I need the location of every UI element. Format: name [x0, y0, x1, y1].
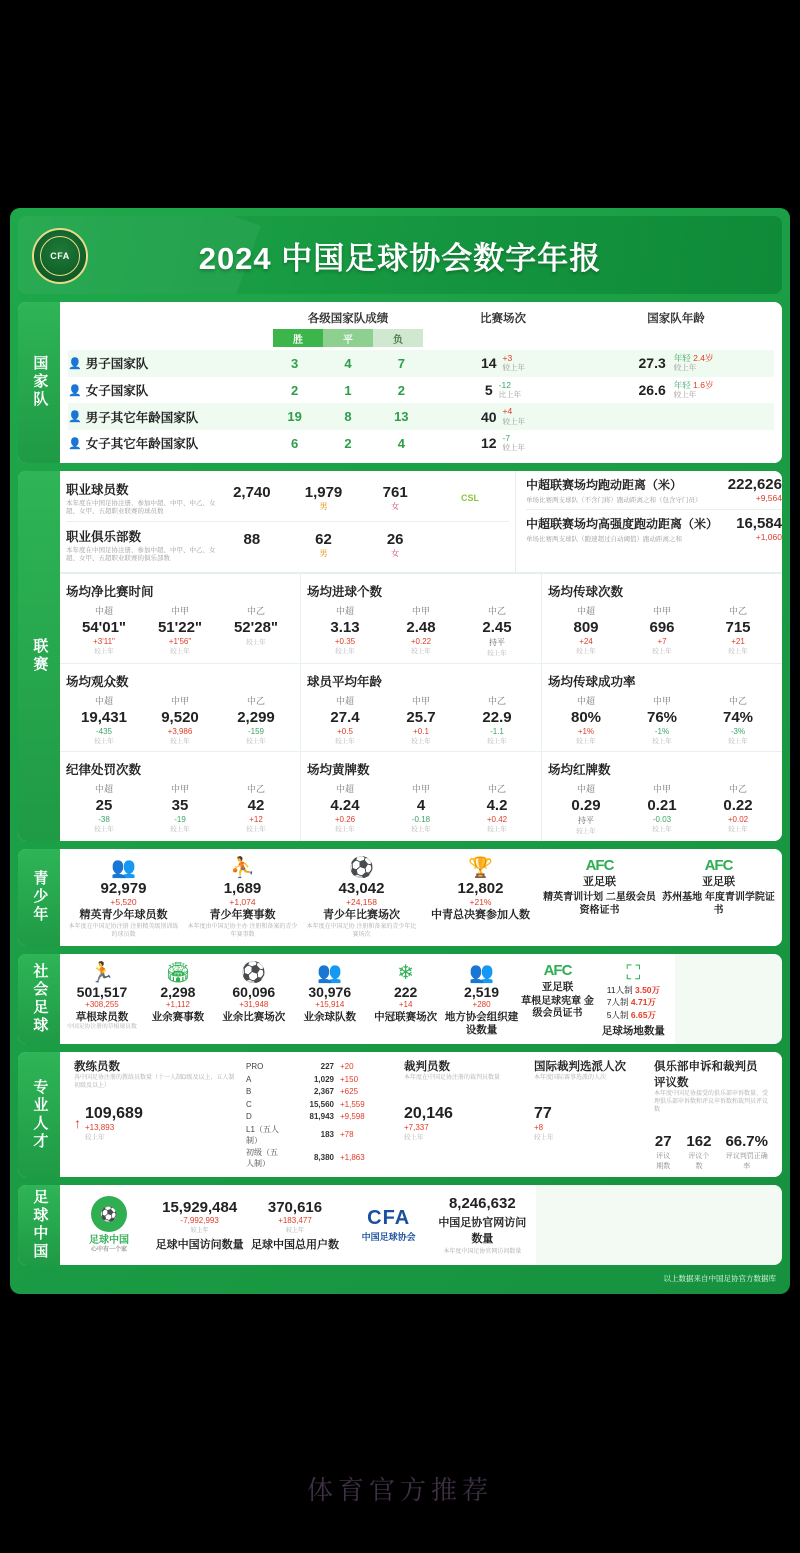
high-intensity-title: 中超联赛场均高强度跑动距离（米）: [526, 516, 719, 531]
cfa-badge-text: CFA: [50, 251, 70, 261]
section-label-professionals: 专业人才: [18, 1052, 60, 1177]
league-metrics-row-2: [60, 663, 782, 751]
page-title: 2024 中国足球协会数字年报: [198, 240, 602, 276]
metric-block: 场均传球次数 中超 809 +24 较上年 中甲 696 +7 较上年 中乙 715 +21 较上年: [541, 574, 782, 663]
metric-block: 纪律处罚次数 中超 25 -38 较上年 中甲 35 -19 较上年 中乙 42 +12 较上年: [66, 763, 266, 834]
cfa-site-visits: 8,246,632 中国足协官网访问数量 本年度中国足协官网访问数量: [438, 1195, 527, 1256]
section-youth: [18, 849, 782, 945]
youth-stat-players: 👥 92,979 +5,520 精英青少年球员数 本年度在中国足协注册 注册精英级别训练的球员数: [64, 855, 183, 941]
metric-block: 场均净比赛时间 中超 54'01" +3'11" 较上年 中甲 51'22" +1'56" 较上年 中乙 52'28" 较上年: [66, 585, 279, 656]
intl-referees-block: 国际裁判选派人次 本年度国际赛事选派的人次 77 +8 较上年: [534, 1061, 626, 1142]
cfa-logo: CFA 中国足球协会: [361, 1207, 416, 1243]
pro-clubs-desc: 本年度在中国足协注册、参加中超、中甲、中乙、女超、女甲、五超职业联赛的俱乐部数: [66, 547, 216, 563]
watermark: 体育官方推荐: [306, 1476, 493, 1505]
people-icon: 👥: [469, 961, 495, 984]
social-stat-amateur-events: 🏟 2,298 +1,112 业余赛事数: [140, 960, 216, 1041]
team-icon: 👥: [317, 961, 343, 984]
table-row: PRO 227 +20: [246, 1062, 354, 1072]
pro-players-title: 职业球员数: [66, 482, 129, 497]
col-title-age: 国家队年龄: [647, 313, 705, 325]
metric-block: 球员平均年龄 中超 27.4 +0.5 较上年 中甲 25.7 +0.1 较上年 中乙 22.9 -1.1 较上年: [300, 664, 541, 751]
wdl-legend: 胜 平 负: [273, 329, 423, 347]
social-stat-amateur-teams: 👥 30,976 +15,914 业余球队数: [292, 960, 368, 1041]
football-china-logo: ⚽ 足球中国 心中有一个家: [66, 1196, 152, 1255]
pro-clubs-title: 职业俱乐部数: [66, 530, 142, 544]
social-stat-champions-league: ❄ 222 +14 中冠联赛场次: [368, 960, 444, 1041]
section-professionals: 专业人才 教练员数 各中国足协注册的教练员数量（十一人制D级及以上，五人制初级及以上） ↑ 109,689 +13,893 较上年 PRO 227 +20 A 1,029 +150 B 2,367 +625 C 15,560 +1,559 D 81,943 +9,598 L1（五人制） 183 +78 初级（五人制） 8,380 +1,863 裁判员数 本年度在中国足协注册的裁判员数量 20,146 +7,337 较上年 国际裁判选派人次 本年度国际赛事选派的人次 77 +8 较上年 俱乐部申诉和裁判员评议数 本年度中国足协接受的俱乐部申诉数量、受理俱乐部申诉数和评议申诉数和裁判员评议数 27 评议期数 162 评议个数 66.7% 评议判罚正确率: [18, 1052, 782, 1177]
metric-block: 场均传球成功率 中超 80% +1% 较上年 中甲 76% -1% 较上年 中乙 74% -3% 较上年: [541, 664, 782, 751]
coach-license-table: [244, 1060, 388, 1171]
col-title-results: 各级国家队成绩: [307, 313, 389, 325]
cfa-logo-badge: [32, 228, 88, 284]
person-icon: 👤: [68, 411, 82, 424]
table-row: C 15,560 +1,559: [246, 1099, 365, 1109]
table-row: L1（五人制） 183 +78: [246, 1124, 354, 1145]
social-afc-grassroots: AFC 亚足联 草根足球宪章 金级会员证书: [521, 961, 594, 1020]
league-metrics-row-1: [60, 573, 782, 663]
social-stat-grassroots-players: 🏃 501,517 +308,255 草根球员数 中国足协注册的草根球员数: [64, 960, 140, 1041]
footer-note: 以上数据来自中国足协官方数据库: [663, 1274, 776, 1284]
metric-block: 场均黄牌数 中超 4.24 +0.26 较上年 中甲 4 -0.18 较上年 中乙 4.2 +0.42 较上年: [300, 752, 541, 841]
table-row: 👤 男子国家队 3 4 7 14 +3 较上年 27.3 年轻 2.4岁 较上年: [68, 350, 774, 377]
youth-events-icon: ⛹: [230, 857, 255, 880]
afc-icon: AFC: [585, 857, 614, 875]
up-arrow-icon: ↑: [74, 1114, 81, 1131]
section-football-china: [18, 1185, 782, 1265]
col-title-matches: 比赛场次: [480, 313, 526, 325]
youth-stat-matches: ⚽ 43,042 +24,158 青少年比赛场次 本年度在中国足协 注册和备案的青少年比赛场次: [302, 855, 421, 941]
social-stat-local-associations: 👥 2,519 +280 地方协会组织建设数量: [444, 961, 519, 1036]
metric-block: 场均观众数 中超 19,431 -435 较上年 中甲 9,520 +3,986 较上年 中乙 2,299 -159 较上年: [66, 675, 275, 746]
national-team-header-row: [68, 308, 774, 350]
annual-report-poster: [10, 208, 790, 1294]
pitch-icon: ⛶: [626, 961, 641, 984]
runner-icon: 🏃: [89, 961, 115, 984]
appeals-block: 俱乐部申诉和裁判员评议数 本年度中国足协接受的俱乐部申诉数量、受理俱乐部申诉数和评议申诉数和裁判员评议数 27 评议期数 162 评议个数 66.7% 评议判罚正确率: [654, 1061, 769, 1170]
csl-logo: CSL: [461, 492, 479, 503]
person-icon: 👤: [68, 437, 82, 450]
person-icon: 👤: [68, 384, 82, 397]
football-china-icon: ⚽: [91, 1196, 127, 1232]
section-label-football-china: 足球中国: [18, 1185, 60, 1265]
pro-players-desc: 本年度在中国足协注册、参加中超、中甲、中乙、女超、女甲、五超职业联赛的球员数: [66, 499, 216, 515]
table-row: B 2,367 +625: [246, 1087, 359, 1097]
section-label-social: 社会足球: [18, 954, 60, 1045]
social-stat-pitches: ⛶ 11人制 3.50万 7人制 4.71万 5人制 6.65万 足球场地数量: [595, 960, 671, 1041]
youth-players-icon: 👥: [111, 857, 136, 880]
football-china-visits: 15,929,484 -7,992,993 较上年 足球中国访问数量: [155, 1198, 244, 1251]
table-row: A 1,029 +150: [246, 1074, 359, 1084]
poster-header: [18, 216, 782, 294]
section-label-league: 联赛: [18, 471, 60, 842]
youth-stat-events: ⛹ 1,689 +1,074 青少年赛事数 本年度由中国足协主办 注册和备案的青少年赛事数: [183, 855, 302, 941]
table-row: 初级（五人制） 8,380 +1,863: [246, 1148, 365, 1168]
section-label-youth: 青少年: [18, 849, 60, 945]
football-china-users: 370,616 +183,477 较上年 足球中国总用户数: [250, 1198, 339, 1251]
metric-block: 场均进球个数 中超 3.13 +0.35 较上年 中甲 2.48 +0.22 较上年 中乙 2.45 持平 较上年: [300, 574, 541, 663]
run-distance-title: 中超联赛场均跑动距离（米）: [526, 477, 683, 492]
youth-stat-finals: 🏆 12,802 +21% 中青总决赛参加人数: [421, 855, 540, 941]
youth-afc-elite: AFC 亚足联 精英青训计划 二星级会员资格证书: [543, 857, 656, 916]
stadium-icon: 🏟: [165, 961, 191, 984]
pro-players-total: 2,740: [233, 483, 271, 501]
table-row: 👤 女子国家队 2 1 2 5 -12 比上年 26.6 年轻 1.6岁 较上年: [68, 379, 714, 400]
table-row: 👤 女子其它年龄国家队 6 2 4 12 -7 较上年: [68, 433, 526, 453]
pitch-breakdown: 11人制 3.50万 7人制 4.71万 5人制 6.65万: [606, 984, 661, 1021]
person-icon: 👤: [68, 357, 82, 370]
metric-block: 场均红牌数 中超 0.29 持平 较上年 中甲 0.21 -0.03 较上年 中乙 0.22 +0.02 较上年: [541, 752, 782, 841]
section-label-national-team: 国家队: [18, 302, 60, 463]
football-icon: ⚽: [349, 857, 374, 880]
table-row: D 81,943 +9,598: [246, 1112, 365, 1122]
league-metrics-row-3: [60, 751, 782, 841]
table-row: 👤 男子其它年龄国家队 19 8 13 40 +4 较上年: [68, 403, 774, 430]
youth-afc-academy: AFC 亚足联 苏州基地 年度青训学院证书: [662, 857, 775, 916]
referees-block: 裁判员数 本年度在中国足协注册的裁判员数量 20,146 +7,337 较上年: [404, 1061, 501, 1142]
trophy-icon: 🏆: [468, 857, 493, 880]
snowflake-icon: ❄: [397, 961, 415, 984]
afc-icon: AFC: [704, 857, 733, 875]
section-social-football: [18, 954, 782, 1045]
football-icon: ⚽: [241, 961, 267, 984]
social-stat-amateur-matches: ⚽ 60,096 +31,948 业余比赛场次: [216, 960, 292, 1041]
section-league: 联赛 职业球员数 本年度在中国足协注册、参加中超、中甲、中乙、女超、女甲、五超职业联赛的球员数 2,740 1,979 男 761 女 CSL 职业俱乐部数 本年度在中国足协注册、参加中超、中甲、中乙、女超、女甲、五超职业联赛的俱乐部数 88 62 男 26 女 中超联赛场均跑动距离（米） 单场比赛两支球队（不含门将）跑动距离之和（包含守门员） 222,626 +9,564 中超联赛场均高强度跑动距离（米） 单场比赛两支球队（跑速超过自动阈值）跑动距离之和 16,584 +1,060 场均净比赛时间 中超 54'01" +3'11" 较上年 中甲 51'22" +1'56" 较上年 中乙 52'28" 较上年 场均进球个数 中超 3.13 +0.35 较上年 中甲 2.48 +0.22 较上年 中乙 2.45 持平 较上年 场均传球次数 中超 809 +24 较上年 中甲 696 +7 较上年 中乙 715 +21 较上年 场均观众数 中超 19,431 -435 较上年 中甲 9,520 +3,986 较上年 中乙 2,299 -159 较上年 球员平均年龄 中超 27.4 +0.5 较上年 中甲 25.7 +0.1 较上年 中乙 22.9 -1.1 较上年 场均传球成功率 中超 80% +1% 较上年 中甲 76% -1% 较上年 中乙 74% -3% 较上年 纪律处罚次数 中超 25 -38 较上年 中甲 35 -19 较上年 中乙 42 +12 较上年 场均黄牌数 中超 4.24 +0.26 较上年 中甲 4 -0.18 较上年 中乙 4.2 +0.42 较上年 场均红牌数 中超 0.29 持平 较上年 中甲 0.21 -0.03 较上年 中乙 0.22 +0.02 较上年: [18, 471, 782, 842]
afc-icon: AFC: [543, 961, 572, 979]
section-national-team: [18, 302, 782, 463]
